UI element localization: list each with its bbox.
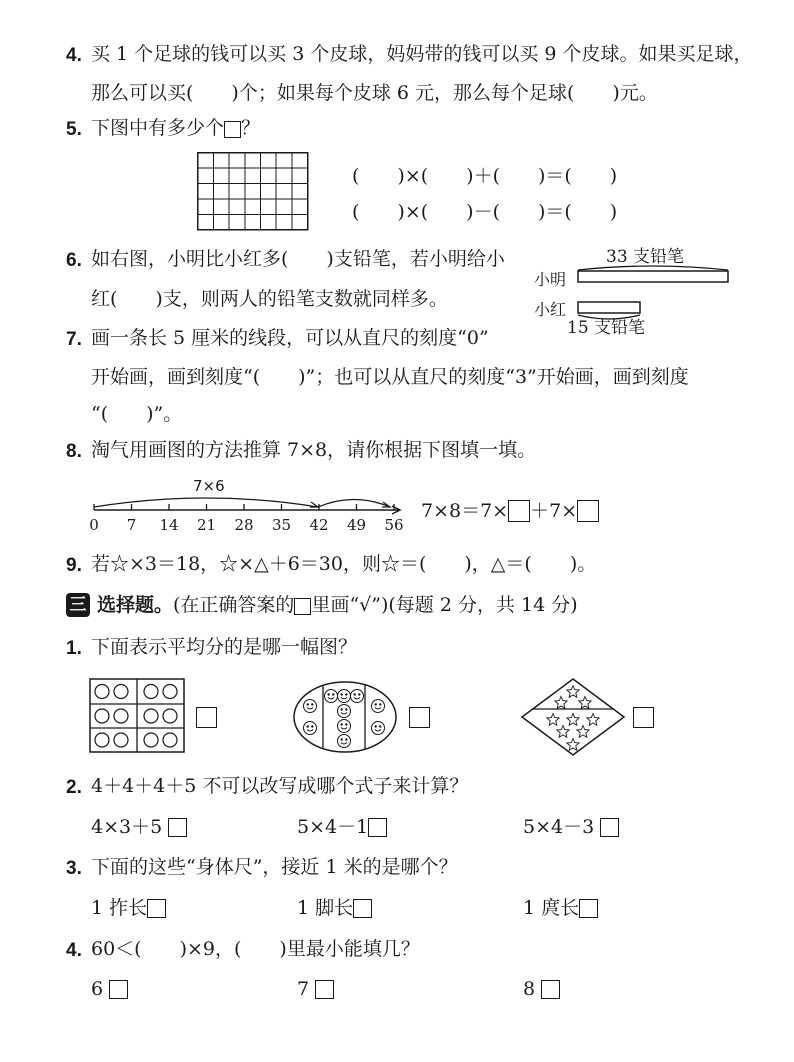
question-text: 开始画，画到刻度“( )”；也可以从直尺的刻度“3”开始画，画到刻度 xyxy=(91,366,689,388)
label-xiaoming: 小明 xyxy=(534,270,567,289)
question-number: 7. xyxy=(66,329,82,350)
question-text: 下面的这些“身体尺”，接近 1 米的是哪个？ xyxy=(91,856,458,878)
question-text: 淘气用画图的方法推算 7×8，请你根据下图填一填。 xyxy=(91,439,537,461)
small-square-icon xyxy=(294,598,311,615)
question-text-part: 下图中有多少个 xyxy=(91,117,225,139)
option-label: 1 脚长 xyxy=(297,897,354,919)
star-icon xyxy=(579,697,591,709)
question-text-part: ？ xyxy=(241,117,261,139)
answer-checkbox[interactable] xyxy=(196,707,217,728)
question-number: 9. xyxy=(66,555,82,576)
question-number: 3. xyxy=(66,858,82,879)
small-square-icon xyxy=(224,121,241,138)
question-text xyxy=(91,119,260,138)
label-xiaohong: 小红 xyxy=(534,300,567,319)
question-number: 4. xyxy=(66,940,82,961)
option-label: 5×4－3 xyxy=(523,816,595,838)
star-icon xyxy=(557,726,569,738)
question-text: 画一条长 5 厘米的线段，可以从直尺的刻度“0” xyxy=(91,327,489,349)
smiley-icon xyxy=(325,690,338,703)
option xyxy=(297,980,334,999)
smiley-icon xyxy=(304,722,317,735)
smiley-icon xyxy=(304,700,317,713)
option xyxy=(523,980,560,999)
segment-diagram xyxy=(576,263,736,323)
answer-checkbox[interactable] xyxy=(633,707,654,728)
tick-label: 42 xyxy=(309,516,329,534)
answer-box[interactable] xyxy=(577,500,599,522)
question-text: 那么可以买( )个；如果每个皮球 6 元，那么每个足球( )元。 xyxy=(91,82,658,104)
option-label: 8 xyxy=(523,978,536,1000)
smiley-ellipse-figure xyxy=(292,680,398,754)
question-text: 如右图，小明比小红多( )支铅笔，若小明给小 xyxy=(91,248,505,270)
tick-label: 56 xyxy=(384,516,404,534)
circles-grid-figure xyxy=(89,678,185,754)
question-text: 下面表示平均分的是哪一幅图？ xyxy=(91,636,358,658)
number-line xyxy=(86,490,406,535)
option xyxy=(523,899,598,918)
question-number: 8. xyxy=(66,441,82,462)
tick-label: 7 xyxy=(126,516,137,534)
tick-label: 14 xyxy=(159,516,179,534)
star-icon xyxy=(567,714,579,726)
label-15-pencils: 15 支铅笔 xyxy=(567,318,646,338)
option xyxy=(91,818,187,837)
arc-label: 7×6 xyxy=(193,477,225,495)
answer-checkbox[interactable] xyxy=(600,818,619,837)
question-number: 6. xyxy=(66,250,82,271)
tick-label: 35 xyxy=(271,516,292,534)
section-title xyxy=(97,596,578,615)
equation-part: ＋7× xyxy=(530,500,578,522)
smiley-icon xyxy=(338,720,351,733)
question-text: 4＋4＋4＋5 不可以改写成哪个式子来计算？ xyxy=(91,775,469,797)
question-number: 4. xyxy=(66,45,82,66)
option-label: 5×4－1 xyxy=(297,816,369,838)
tick-label: 49 xyxy=(346,516,367,534)
question-text: “( )”。 xyxy=(91,403,183,425)
option-label: 7 xyxy=(297,978,310,1000)
equation-7x8 xyxy=(421,500,599,522)
star-diamond-figure xyxy=(520,678,626,756)
smiley-icon xyxy=(338,705,351,718)
answer-box[interactable] xyxy=(508,500,530,522)
label-33-pencils: 33 支铅笔 xyxy=(606,247,685,267)
option xyxy=(91,980,128,999)
section-instruction: 里画“√”)(每题 2 分，共 14 分) xyxy=(311,594,578,616)
answer-checkbox[interactable] xyxy=(353,899,372,918)
answer-checkbox[interactable] xyxy=(579,899,598,918)
option-label: 6 xyxy=(91,978,104,1000)
option-label: 1 庹长 xyxy=(523,897,580,919)
star-icon xyxy=(567,739,579,751)
smiley-icon xyxy=(372,722,385,735)
question-number: 5. xyxy=(66,119,82,140)
question-number: 1. xyxy=(66,638,82,659)
question-text: 若☆×3＝18，☆×△＋6＝30，则☆＝( )，△＝( )。 xyxy=(91,553,597,575)
option xyxy=(297,818,387,837)
star-icon xyxy=(587,714,599,726)
star-icon xyxy=(547,714,559,726)
tick-label: 0 xyxy=(89,516,99,534)
option-label: 4×3＋5 xyxy=(91,816,163,838)
star-icon xyxy=(577,726,589,738)
star-icon xyxy=(555,697,567,709)
question-text: 60＜( )×9，( )里最小能填几？ xyxy=(91,938,420,960)
answer-checkbox[interactable] xyxy=(147,899,166,918)
option xyxy=(91,899,166,918)
grid-figure xyxy=(197,152,309,232)
equation-blank-2: ( )×( )－( )＝( ) xyxy=(352,201,618,223)
section-instruction: (在正确答案的 xyxy=(173,594,295,616)
smiley-icon xyxy=(338,690,351,703)
option xyxy=(523,818,619,837)
option xyxy=(297,899,372,918)
tick-label: 28 xyxy=(234,516,254,534)
answer-checkbox[interactable] xyxy=(109,980,128,999)
answer-checkbox[interactable] xyxy=(168,818,187,837)
question-number: 2. xyxy=(66,777,82,798)
section-badge: 三 xyxy=(66,593,90,617)
smiley-icon xyxy=(338,735,351,748)
tick-label: 21 xyxy=(196,516,217,534)
answer-checkbox[interactable] xyxy=(315,980,334,999)
option-label: 1 拃长 xyxy=(91,897,148,919)
answer-checkbox[interactable] xyxy=(541,980,560,999)
equation-blank-1: ( )×( )＋( )＝( ) xyxy=(352,165,618,187)
answer-checkbox[interactable] xyxy=(409,707,430,728)
question-text: 买 1 个足球的钱可以买 3 个皮球，妈妈带的钱可以买 9 个皮球。如果买足球， xyxy=(91,43,753,65)
smiley-icon xyxy=(351,690,364,703)
question-text: 红( )支，则两人的铅笔支数就同样多。 xyxy=(91,288,448,310)
star-icon xyxy=(567,686,579,698)
equation-part: 7×8＝7× xyxy=(421,500,509,522)
smiley-icon xyxy=(372,700,385,713)
answer-checkbox[interactable] xyxy=(368,818,387,837)
section-title-text: 选择题。 xyxy=(97,594,174,616)
